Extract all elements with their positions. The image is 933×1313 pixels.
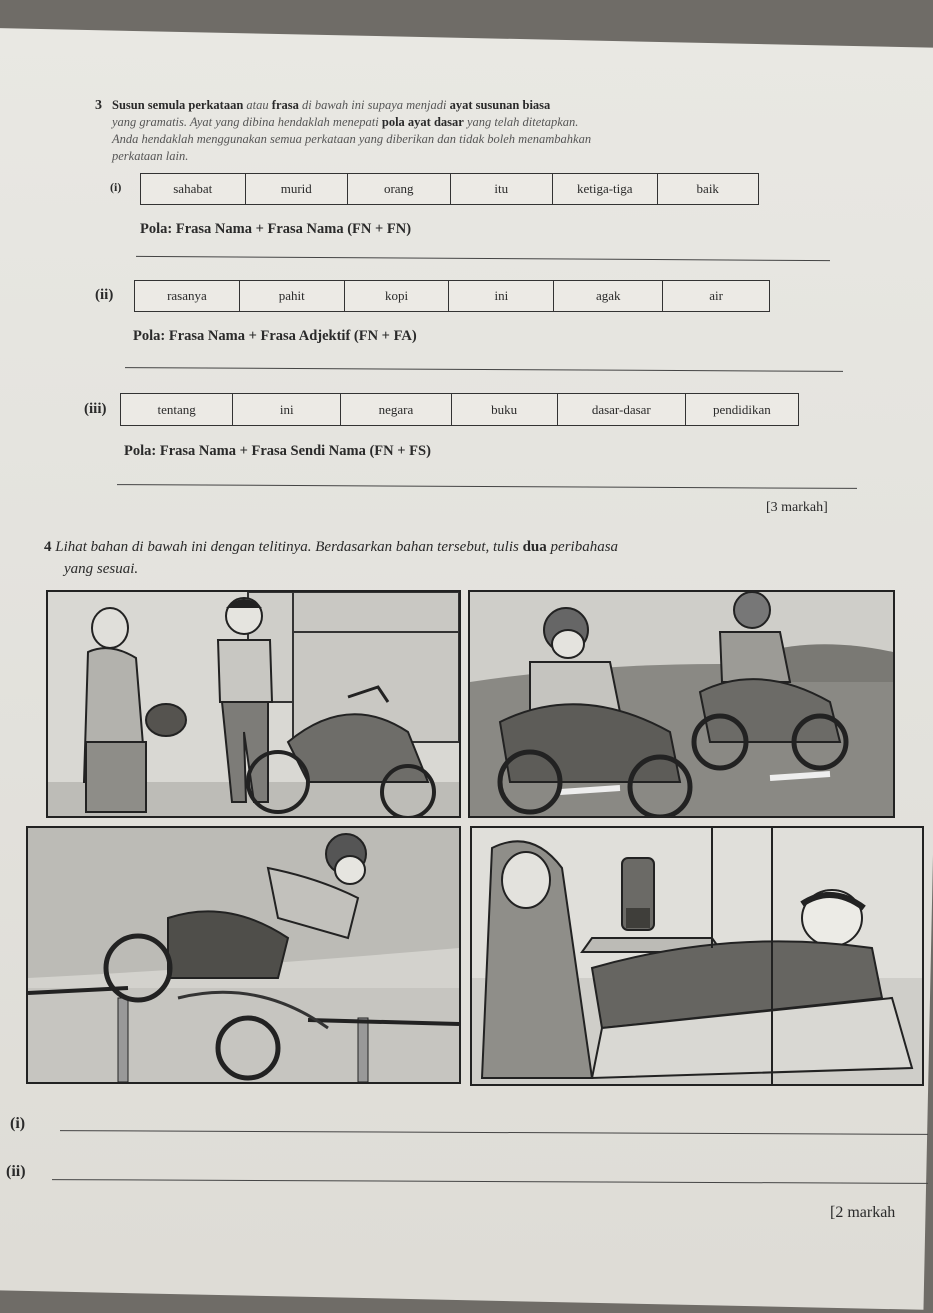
hospital-bed-image [472,828,922,1084]
answer-line-i[interactable] [136,256,830,261]
mother-son-motorcycle-image [48,592,459,816]
item-i-label: (i) [110,180,122,194]
marks-q3: [3 markah] [766,500,828,515]
word-cell: murid [246,174,349,204]
answer-label-i: (i) [10,1115,26,1132]
question-4-instruction: 4 Lihat bahan di bawah ini dengan telitinya. Berdasarkan bahan tersebut, tulis dua peribahasa [44,539,619,555]
word-cell: sahabat [141,174,246,204]
word-cell: kopi [345,281,450,311]
word-cell: tentang [121,394,233,425]
illustration-panel-mother-helmet [46,590,461,818]
word-box-row-ii [134,280,770,312]
instruction-line-1: Susun semula perkataan atau frasa di bawah ini supaya menjadi ayat susunan biasa [112,98,551,112]
instruction-line-2: yang gramatis. Ayat yang dibina hendaklah menepati pola ayat dasar yang telah ditetapkan. [112,115,579,129]
word-box-row-i [140,173,759,205]
illustration-panel-racing [468,590,895,818]
answer-label-ii: (ii) [6,1163,26,1180]
motorcycle-racing-image [470,592,893,816]
answer-line-ii[interactable] [125,367,843,372]
word-cell: pahit [240,281,345,311]
motorcycle-crash-image [28,828,459,1082]
pola-iii: Pola: Frasa Nama + Frasa Sendi Nama (FN + FS) [124,443,431,459]
word-cell: ini [449,281,554,311]
pola-i: Pola: Frasa Nama + Frasa Nama (FN + FN) [140,221,412,237]
instruction-line-4: perkataan lain. [112,149,189,163]
word-cell: orang [348,174,451,204]
answer-line-q4-ii[interactable] [52,1179,928,1184]
item-iii-label: (iii) [84,401,107,417]
item-ii-label: (ii) [95,287,114,303]
word-cell: dasar-dasar [558,394,686,425]
instruction-line-3: Anda hendaklah menggunakan semua perkataan yang diberikan dan tidak boleh menambahkan [112,132,592,146]
word-box-row-iii [120,393,799,426]
word-cell: rasanya [135,281,240,311]
word-cell: itu [451,174,554,204]
word-cell: baik [696,181,719,196]
answer-line-iii[interactable] [117,484,857,489]
illustration-panel-crash [26,826,461,1084]
word-cell: negara [341,394,451,425]
word-cell: buku [452,394,558,425]
pola-ii: Pola: Frasa Nama + Frasa Adjektif (FN + FA) [133,328,417,344]
illustration-panel-hospital [470,826,924,1086]
question-4-instruction-line2: yang sesuai. [64,561,139,577]
marks-q4: [2 markah [830,1204,896,1221]
word-cell: ketiga-tiga [553,174,658,204]
word-cell: air [709,288,723,303]
question-3-number: 3 [95,98,102,113]
word-cell: ini [233,394,341,425]
word-cell: agak [554,281,663,311]
answer-line-q4-i[interactable] [60,1130,928,1135]
word-cell: pendidikan [713,401,771,417]
